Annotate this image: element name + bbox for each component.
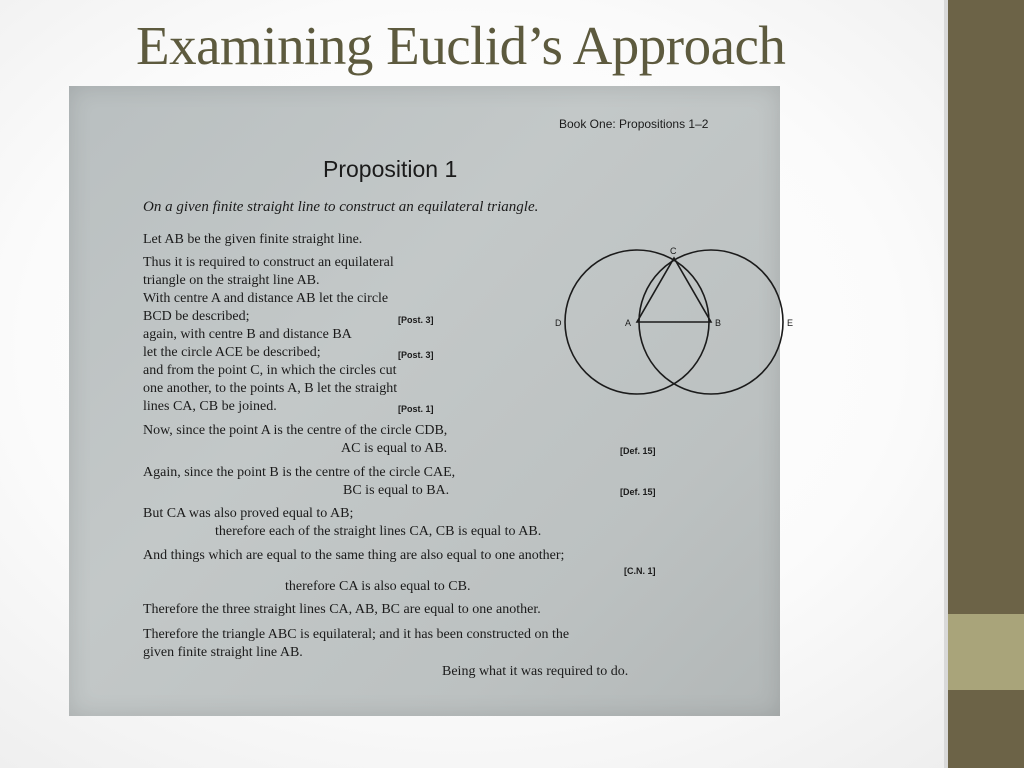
reference-post3: [Post. 3] — [398, 315, 434, 325]
text-line: let the circle ACE be described; — [143, 345, 321, 360]
text-line: Let AB be the given finite straight line. — [143, 232, 363, 247]
text-line: lines CA, CB be joined. — [143, 399, 277, 414]
text-line: Again, since the point B is the centre of the circle CAE, — [143, 465, 456, 480]
construction-figure — [497, 244, 794, 404]
page-header: Book One: Propositions 1–2 — [559, 117, 709, 131]
text-line: therefore CA is also equal to CB. — [285, 579, 471, 594]
text-line: BCD be described; — [143, 309, 250, 324]
text-line: But CA was also proved equal to AB; — [143, 506, 354, 521]
text-line: again, with centre B and distance BA — [143, 327, 352, 342]
slide-title: Examining Euclid’s Approach — [136, 15, 786, 76]
proposition-statement: On a given finite straight line to construct an equilateral triangle. — [143, 199, 539, 215]
label-d: D — [555, 318, 562, 328]
text-line: With centre A and distance AB let the circle — [143, 291, 389, 306]
text-line: Therefore the triangle ABC is equilateral; and it has been constructed on the — [143, 627, 570, 642]
label-a: A — [625, 318, 632, 328]
text-line: And things which are equal to the same thing are also equal to one another; — [143, 548, 565, 563]
reference-post3: [Post. 3] — [398, 350, 434, 360]
reference-cn1: [C.N. 1] — [624, 566, 656, 576]
side-bar-band — [948, 614, 1024, 690]
text-line: BC is equal to BA. — [343, 483, 450, 498]
reference-def15: [Def. 15] — [620, 446, 656, 456]
text-line: Now, since the point A is the centre of the circle CDB, — [143, 423, 448, 438]
label-e: E — [787, 318, 794, 328]
text-line: given finite straight line AB. — [143, 645, 303, 660]
text-line: Therefore the three straight lines CA, AB, BC are equal to one another. — [143, 602, 541, 617]
construction-diagram — [497, 244, 794, 404]
label-b: B — [715, 318, 722, 328]
proposition-title: Proposition 1 — [323, 156, 458, 182]
text-line: one another, to the points A, B let the straight — [143, 381, 398, 396]
text-line: and from the point C, in which the circles cut — [143, 363, 397, 378]
text-line: Thus it is required to construct an equilateral — [143, 255, 394, 270]
equilateral-triangle — [637, 258, 711, 322]
reference-def15: [Def. 15] — [620, 487, 656, 497]
reference-post1: [Post. 1] — [398, 404, 434, 414]
text-line: therefore each of the straight lines CA, CB is equal to AB. — [215, 524, 542, 539]
text-line: AC is equal to AB. — [341, 441, 448, 456]
book-page-photo — [69, 86, 794, 716]
text-line: Being what it was required to do. — [442, 664, 629, 679]
label-c: C — [670, 246, 677, 256]
text-line: triangle on the straight line AB. — [143, 273, 320, 288]
